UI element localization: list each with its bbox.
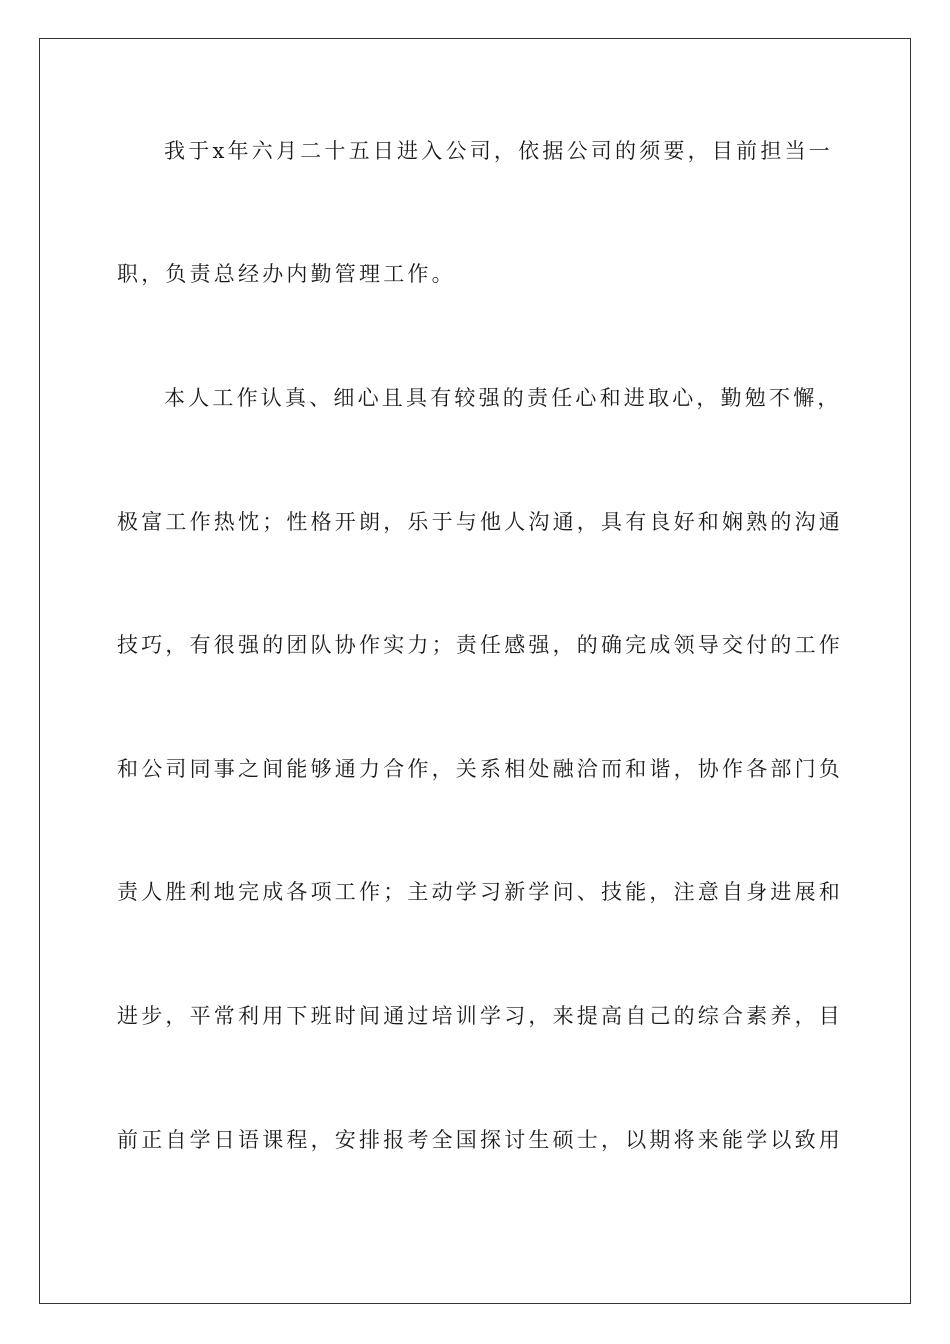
paragraph-2-line-6: 进步，平常利用下班时间通过培训学习，来提高自己的综合素养，目 [117, 1004, 843, 1028]
paragraph-2-line-4: 和公司同事之间能够通力合作，关系相处融洽而和谐，协作各部门负 [117, 757, 843, 781]
paragraph-1-line-1: 我于x年六月二十五日进入公司，依据公司的须要，目前担当一 [164, 139, 833, 163]
paragraph-2-line-3: 技巧，有很强的团队协作实力；责任感强，的确完成领导交付的工作 [117, 633, 843, 657]
page-border [39, 38, 911, 1304]
paragraph-2-line-2: 极富工作热忱；性格开朗，乐于与他人沟通，具有良好和娴熟的沟通 [117, 510, 843, 534]
paragraph-2-line-1: 本人工作认真、细心且具有较强的责任心和进取心，勤勉不懈， [164, 386, 842, 410]
paragraph-2-line-5: 责人胜利地完成各项工作；主动学习新学问、技能，注意自身进展和 [117, 880, 843, 904]
paragraph-2-line-7: 前正自学日语课程，安排报考全国探讨生硕士，以期将来能学以致用 [117, 1128, 843, 1152]
paragraph-1-line-2: 职，负责总经办内勤管理工作。 [117, 262, 456, 286]
